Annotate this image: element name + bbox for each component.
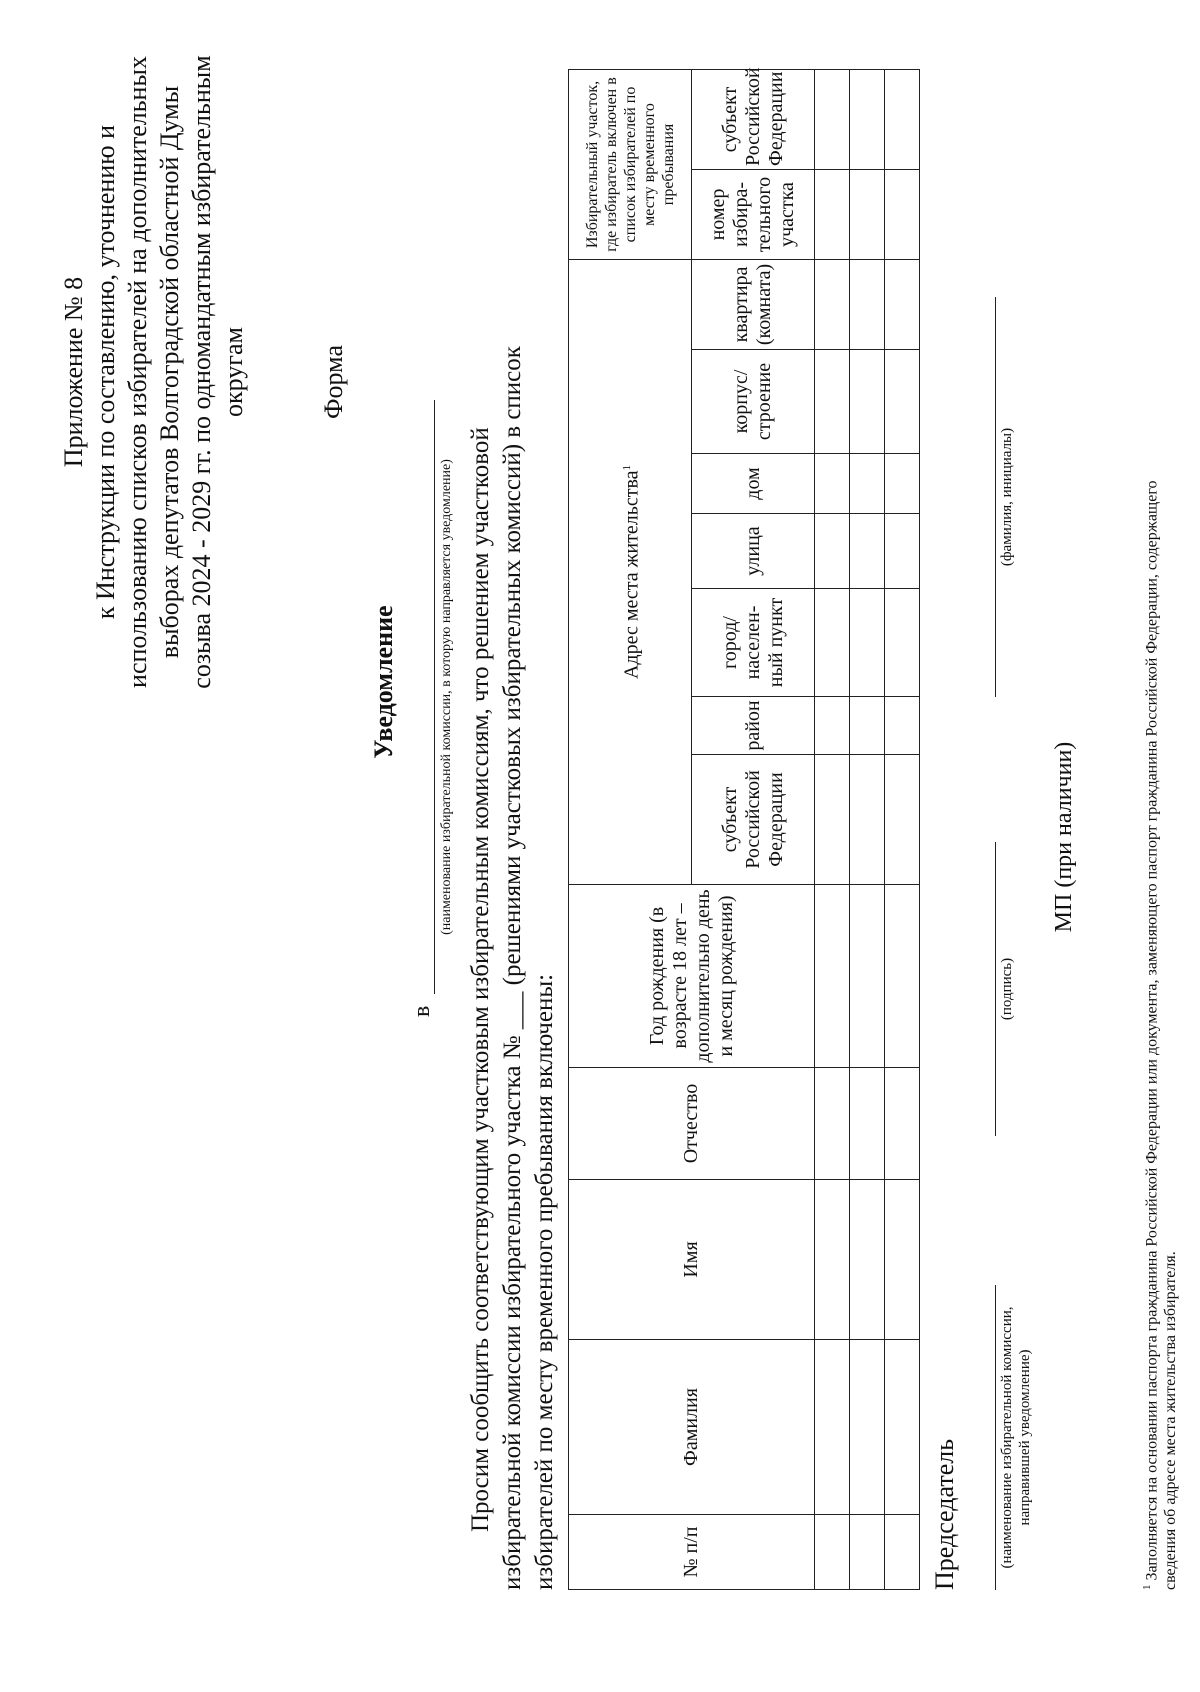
table-header-row — [569, 69, 692, 1589]
table-cell[interactable] — [815, 1340, 850, 1515]
signature-caption: (подпись) — [999, 957, 1015, 1021]
commission-caption: (наименование избирательной комиссии, направившей уведомление) — [999, 1306, 1033, 1569]
table-cell[interactable] — [815, 755, 850, 885]
form-label: Форма — [319, 345, 348, 419]
subheader-building: корпус/ строение — [692, 350, 815, 454]
addressee-line — [434, 400, 435, 994]
header-birth: Год рождения (в возрасте 18 лет – дополнительно день и месяц рождения) — [569, 885, 815, 1068]
table-cell[interactable] — [815, 1515, 850, 1590]
addressee-prefix: в — [409, 1005, 435, 1017]
body-line-1: Просим сообщить соответствующим участковым избирательным комиссиям, что решением участковой — [467, 427, 494, 1532]
name-caption: (фамилия, инициалы) — [999, 427, 1015, 567]
header-address — [569, 259, 692, 884]
table-cell[interactable] — [850, 69, 885, 169]
table-cell[interactable] — [885, 454, 920, 514]
table-cell[interactable] — [850, 697, 885, 755]
table-cell[interactable] — [885, 1068, 920, 1180]
header-address-label: Адрес места жительства — [620, 470, 643, 680]
appendix-title: Приложение № 8 — [59, 276, 88, 468]
table-cell[interactable] — [815, 514, 850, 589]
table-cell[interactable] — [850, 454, 885, 514]
header-num: № п/п — [569, 1515, 815, 1590]
header-name: Имя — [569, 1180, 815, 1340]
appendix-line-3: выборах депутатов Волгоградской областной Думы — [155, 85, 184, 659]
header-surname: Фамилия — [569, 1340, 815, 1515]
commission-line — [995, 1285, 996, 1590]
subheader-station-subject: субъект Российской Федерации — [692, 69, 815, 169]
header-station: Избирательный участок, где избиратель включен в список избирателей по месту временного пребывания — [569, 69, 692, 259]
table-cell[interactable] — [850, 755, 885, 885]
table-cell[interactable] — [885, 1340, 920, 1515]
subheader-house: дом — [692, 454, 815, 514]
table-cell[interactable] — [850, 259, 885, 349]
table-cell[interactable] — [850, 350, 885, 454]
table-row — [815, 69, 850, 1589]
name-line — [995, 297, 996, 697]
table-cell[interactable] — [885, 350, 920, 454]
stamp-label: МП (при наличии) — [1051, 741, 1077, 933]
appendix-line-4: созыва 2024 - 2029 гг. по одномандатным избирательным — [187, 55, 216, 689]
chairman-label: Председатель — [930, 1438, 959, 1590]
table-cell[interactable] — [850, 1340, 885, 1515]
table-cell[interactable] — [885, 755, 920, 885]
table-cell[interactable] — [885, 514, 920, 589]
table-cell[interactable] — [885, 259, 920, 349]
table-row — [885, 69, 920, 1589]
table-cell[interactable] — [815, 169, 850, 259]
table-cell[interactable] — [815, 350, 850, 454]
voters-table — [568, 69, 920, 1590]
table-cell[interactable] — [885, 69, 920, 169]
table-row — [850, 69, 885, 1589]
table-cell[interactable] — [850, 514, 885, 589]
table-cell[interactable] — [885, 169, 920, 259]
table-cell[interactable] — [815, 589, 850, 697]
header-patronymic: Отчество — [569, 1068, 815, 1180]
body-line-2: избирательной комиссии избирательного участка № ___ (решениями участковых избирательных комиссий) в список — [499, 346, 526, 1590]
footnote-text-1: Заполняется на основании паспорта гражданина Российской Федерации или документа, заменяющего паспорт гражданина Российской Федерации, содержащего — [1143, 480, 1161, 1581]
appendix-block — [58, 52, 250, 692]
addressee-caption: (наименование избирательной комиссии, в которую направляется уведомление) — [439, 459, 454, 935]
subheader-city: город/ населен- ный пункт — [692, 589, 815, 697]
footnote-line-2: сведения об адресе места жительства избирателя. — [1162, 1251, 1180, 1590]
table-cell[interactable] — [850, 1068, 885, 1180]
table-cell[interactable] — [850, 589, 885, 697]
table-cell[interactable] — [815, 454, 850, 514]
body-line-3: избирателей по месту временного пребывания включены: — [531, 973, 558, 1590]
subheader-street: улица — [692, 514, 815, 589]
table-cell[interactable] — [815, 69, 850, 169]
appendix-line-5: округам — [219, 327, 248, 417]
subheader-district: район — [692, 697, 815, 755]
table-cell[interactable] — [885, 589, 920, 697]
table-cell[interactable] — [815, 697, 850, 755]
appendix-line-1: к Инструкции по составлению, уточнению и — [91, 124, 120, 620]
footnote-mark: 1 — [1141, 1584, 1153, 1590]
table-cell[interactable] — [850, 169, 885, 259]
footnote-line-1 — [1138, 50, 1161, 1590]
table-cell[interactable] — [885, 1515, 920, 1590]
table-cell[interactable] — [885, 1180, 920, 1340]
subheader-station-number: номер избира- тельного участка — [692, 169, 815, 259]
footnote — [1138, 50, 1180, 1590]
table-cell[interactable] — [815, 259, 850, 349]
header-address-footnote-mark: 1 — [621, 464, 634, 471]
subheader-subject: субъект Российской Федерации — [692, 755, 815, 885]
table-cell[interactable] — [815, 885, 850, 1068]
table-cell[interactable] — [815, 1068, 850, 1180]
table-cell[interactable] — [815, 1180, 850, 1340]
signature-line — [995, 842, 996, 1136]
table-cell[interactable] — [885, 885, 920, 1068]
subheader-apartment: квартира (комната) — [692, 259, 815, 349]
table-cell[interactable] — [850, 1515, 885, 1590]
appendix-line-2: использованию списков избирателей на дополнительных — [123, 56, 152, 688]
table-cell[interactable] — [850, 1180, 885, 1340]
document-title: Уведомление — [369, 605, 398, 759]
table-cell[interactable] — [885, 697, 920, 755]
table-cell[interactable] — [850, 885, 885, 1068]
